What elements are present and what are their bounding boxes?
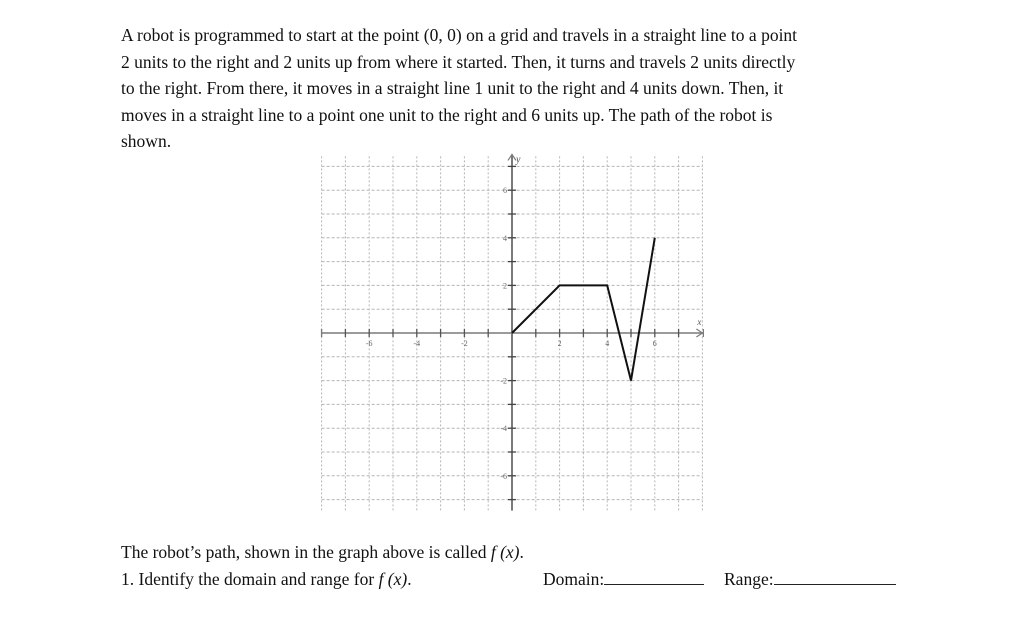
intro-period: . [519, 542, 524, 562]
question-1 [121, 569, 412, 590]
y-tick-label: -2 [500, 376, 507, 386]
problem-line: to the right. From there, it moves in a straight line 1 unit to the right and 4 units down. Then, it [121, 78, 784, 98]
domain-answer [543, 569, 704, 590]
x-tick-label: 6 [652, 339, 657, 348]
function-notation: f (x) [378, 569, 408, 589]
y-tick-label: 4 [503, 233, 507, 243]
problem-line: moves in a straight line to a point one unit to the right and 6 units up. The path of the robot is [121, 104, 773, 125]
y-tick-label: 6 [503, 186, 507, 196]
tick-labels [366, 154, 702, 480]
y-tick-label: -4 [500, 424, 507, 434]
x-tick-label: 4 [605, 339, 610, 348]
intro-text: The robot’s path, shown in the graph above is called [121, 542, 491, 562]
function-notation: f (x) [490, 542, 520, 562]
x-tick-label: -6 [365, 339, 373, 348]
y-tick-label: -6 [500, 471, 507, 481]
y-axis-label: y [516, 154, 521, 166]
x-tick-label: 2 [557, 339, 562, 348]
x-tick-label: -2 [461, 339, 468, 348]
range-answer [724, 569, 896, 590]
domain-blank[interactable] [604, 570, 704, 585]
x-tick-label: -4 [413, 339, 421, 348]
x-axis-label: x [697, 317, 702, 327]
range-blank[interactable] [774, 570, 896, 585]
domain-label: Domain: [543, 569, 605, 589]
problem-line: 2 units to the right and 2 units up from where it started. Then, it turns and travels 2 units directly [121, 51, 796, 72]
y-tick-label: 2 [503, 281, 507, 291]
problem-line: shown. [121, 131, 172, 151]
question-period: . [407, 569, 412, 589]
range-label: Range: [724, 569, 774, 589]
question-text: 1. Identify the domain and range for [121, 569, 379, 589]
function-intro [121, 542, 524, 563]
problem-line: A robot is programmed to start at the point (0, 0) on a grid and travels in a straight line to a point [121, 25, 798, 45]
